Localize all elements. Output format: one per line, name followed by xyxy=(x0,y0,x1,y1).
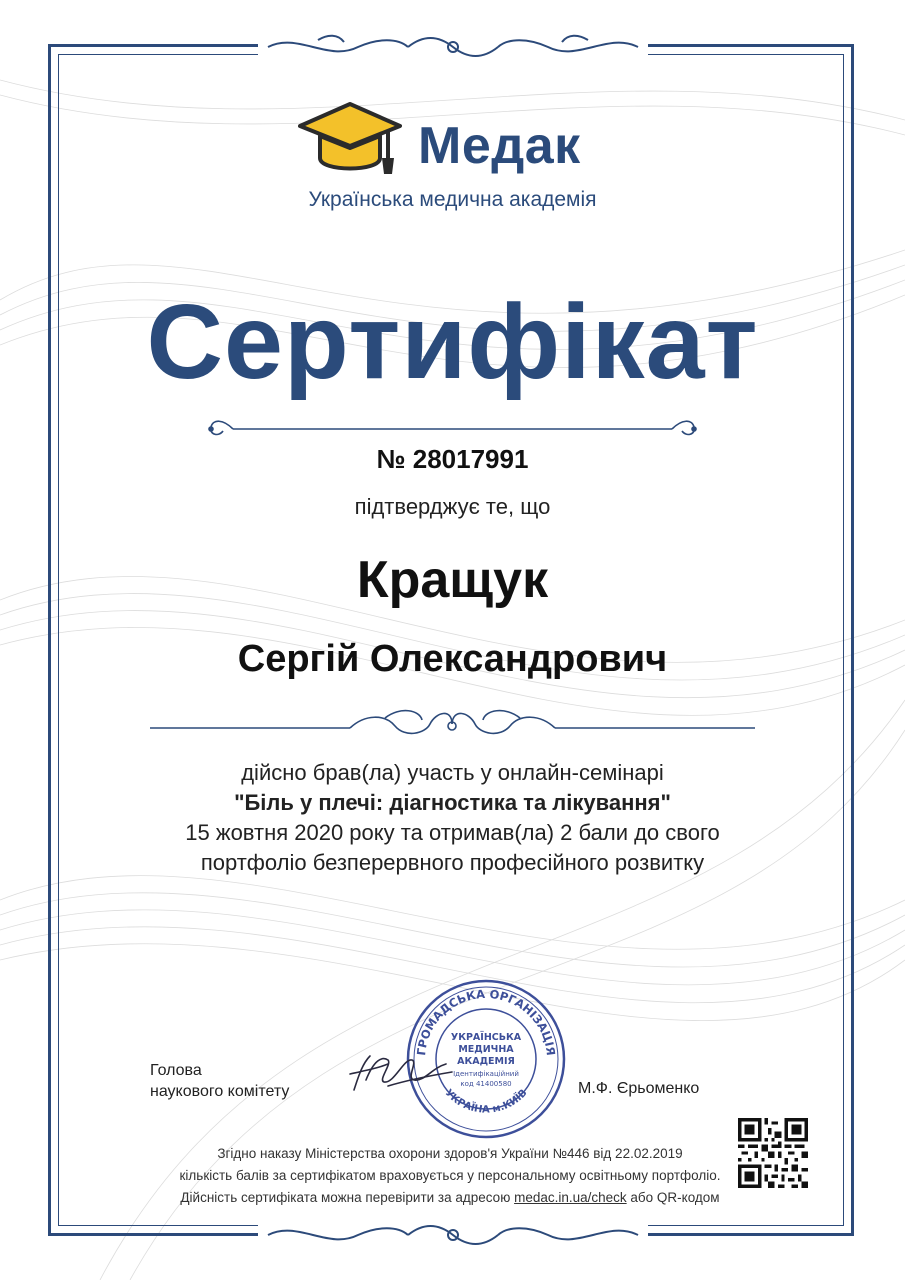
middle-divider xyxy=(150,704,755,744)
body-line-1: дійсно брав(ла) участь у онлайн-семінарі xyxy=(241,760,664,785)
graduation-cap-logo-icon xyxy=(298,100,402,180)
handwritten-signature xyxy=(348,1050,456,1096)
footer-notes xyxy=(60,1143,840,1209)
certificate-body xyxy=(0,758,905,878)
footer-line-1: Згідно наказу Міністерства охорони здоров'я України №446 від 22.02.2019 xyxy=(217,1146,683,1161)
stamp-inner-line-2: МЕДИЧНА xyxy=(458,1044,514,1055)
footer-line-3 xyxy=(60,1187,840,1209)
stamp-inner-line-1: УКРАЇНСЬКА xyxy=(450,1032,522,1043)
qr-code-icon[interactable] xyxy=(738,1118,808,1188)
footer-line-3-prefix: Дійсність сертифіката можна перевірити за адресою xyxy=(180,1190,515,1205)
body-line-4: портфоліо безперервного професійного розвитку xyxy=(200,850,705,875)
stamp-inner-line-5: код 41400580 xyxy=(460,1080,512,1088)
brand-name: Медак xyxy=(418,117,581,175)
body-line-3: 15 жовтня 2020 року та отримав(ла) 2 бали до свого xyxy=(185,820,720,845)
seminar-title: "Біль у плечі: діагностика та лікування" xyxy=(234,790,671,815)
certificate-number: № 28017991 xyxy=(376,444,529,474)
top-ornament xyxy=(258,30,648,64)
signatory-role xyxy=(150,1060,289,1102)
stamp-bottom-text: УКРАЇНА м.КИЇВ xyxy=(442,1087,530,1116)
footer-line-2: кількість балів за сертифікатом враховується у персональному освітньому портфоліо. xyxy=(179,1168,721,1183)
signatory-role-line-2: наукового комітету xyxy=(150,1083,290,1100)
stamp-outer-text: ГРОМАДСЬКА ОРГАНІЗАЦІЯ xyxy=(414,986,558,1057)
bottom-ornament xyxy=(258,1218,648,1252)
stamp-inner-line-3: АКАДЕМІЯ xyxy=(457,1056,515,1067)
recipient-surname: Кращук xyxy=(356,551,549,609)
brand-subtitle: Українська медична академія xyxy=(308,188,597,211)
signatory-role-line-1: Голова xyxy=(150,1062,202,1079)
signatory-name: М.Ф. Єрьоменко xyxy=(578,1080,700,1097)
recipient-given-name: Сергій Олександрович xyxy=(237,638,668,680)
confirms-text: підтверджує те, що xyxy=(354,494,551,519)
footer-line-3-suffix: або QR-кодом xyxy=(626,1190,720,1205)
title-divider xyxy=(205,416,700,442)
certificate-title: Сертифікат xyxy=(146,283,759,401)
check-link[interactable]: medac.in.ua/check xyxy=(514,1190,627,1205)
stamp-inner-line-4: Ідентифікаційний xyxy=(453,1070,519,1078)
